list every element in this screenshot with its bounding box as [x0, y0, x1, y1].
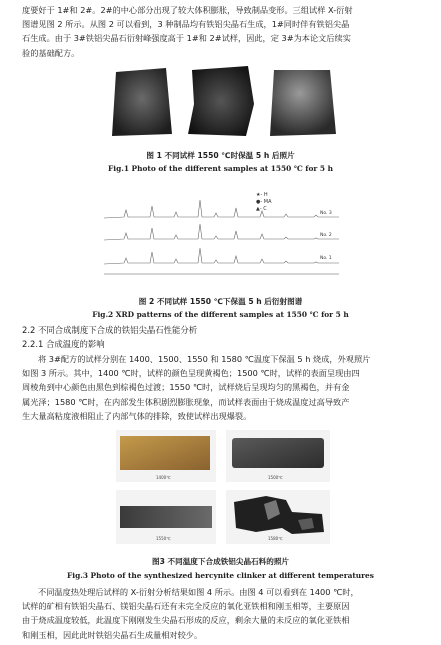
sample-label: No. 3: [320, 211, 332, 216]
figure1-photos: [108, 64, 348, 140]
figure3-caption-cn: 图3 不同温度下合成铁铝尖晶石料的照片: [151, 557, 290, 566]
sample-1-photo: [112, 68, 172, 136]
text-line: 图谱见图 2 所示。从图 2 可以看到，3 种制品均有铁铝尖晶石生成，1#同时伴有铁铝尖晶: [22, 19, 350, 30]
figure2-caption-cn: 图 2 不同试样 1550 ℃下保温 5 h 后衍射图谱: [138, 297, 303, 306]
text-line: 将 3#配方的试样分别在 1400、1500、1550 和 1580 ℃温度下保温 5 h 烧成，外观照片: [38, 354, 371, 364]
figure2-xrd-chart: [94, 186, 354, 284]
xrd-paragraph: [22, 585, 422, 642]
text-line: 生大量高粘度液相阻止了内部气体的排除，致使试样出现爆裂。: [22, 410, 252, 421]
subsection-heading: 2.2.1 合成温度的影响: [22, 339, 105, 349]
sample-2-photo: [188, 66, 254, 136]
text-line: 验的基础配方。: [22, 47, 80, 58]
sample-label: No. 2: [320, 233, 332, 238]
intro-paragraph: [22, 3, 422, 60]
text-line: 不同温度热处理后试样的 X-衍射分析结果如图 4 所示。由图 4 可以看到在 1400 ℃时，: [38, 587, 359, 597]
figure2-caption-en: Fig.2 XRD patterns of the different samples at 1550 ℃ for 5 h: [92, 310, 349, 319]
text-line: 周棱角到中心颜色由黑色到棕褐色过渡；1550 ℃时，试样烧后呈现均匀的黑褐色，并有金: [22, 382, 350, 393]
text-line: 如图 3 所示。其中，1400 ℃时，试样的颜色呈现黄褐色；1500 ℃时，试样的表面呈现由四: [22, 368, 360, 379]
text-line: 属光泽；1580 ℃时，在内部发生体积剧烈膨胀现象，而试样表面由于烧成温度过高导致产: [22, 396, 350, 407]
text-line: 度要好于 1#和 2#。2#的中心部分出现了较大体积膨胀，导致制品变形。三组试样 X-衍射: [22, 5, 353, 15]
photo-label: 1500℃: [268, 475, 283, 480]
text-line: 石生成。由于 3#铁铝尖晶石衍射峰强度高于 1#和 2#试样，因此，定 3#为本论文后续实: [22, 33, 351, 44]
photo-label: 1580℃: [268, 536, 283, 541]
legend-item: ●- MA: [256, 199, 272, 205]
figure1-caption-cn: 图 1 不同试样 1550 ℃时保温 5 h 后照片: [146, 151, 295, 160]
xrd-trace-no1: [104, 248, 339, 264]
photo-label: 1550℃: [156, 536, 171, 541]
text-line: 和刚玉相，因此此时铁铝尖晶石生成量相对较少。: [22, 629, 203, 640]
temperature-paragraph: [22, 352, 422, 423]
figure3-caption-en: Fig.3 Photo of the synthesized hercynite clinker at different temperatures: [67, 571, 374, 580]
legend-item: ▲- C: [256, 206, 267, 212]
figure3-photos: [116, 428, 332, 546]
xrd-trace-no3: [104, 200, 339, 218]
text-line: 试样的矿相有铁铝尖晶石、镁铝尖晶石还有未完全反应的氧化亚铁相和刚玉相等，主要原因: [22, 601, 350, 612]
sample-3-photo: [270, 70, 336, 136]
section-heading: 2.2 不同合成制度下合成的铁铝尖晶石性能分析: [22, 325, 198, 335]
xrd-trace-no2: [104, 224, 339, 240]
legend-item: ★- H: [256, 192, 268, 198]
sample-label: No. 1: [320, 256, 332, 261]
xrd-legend: [256, 192, 272, 212]
text-line: 由于烧成温度较低，此温度下刚刚发生尖晶石形成的反应，剩余大量的未反应的氧化亚铁相: [22, 615, 350, 626]
photo-label: 1400℃: [156, 475, 171, 480]
figure1-caption-en: Fig.1 Photo of the different samples at 1550 ℃ for 5 h: [108, 164, 333, 173]
